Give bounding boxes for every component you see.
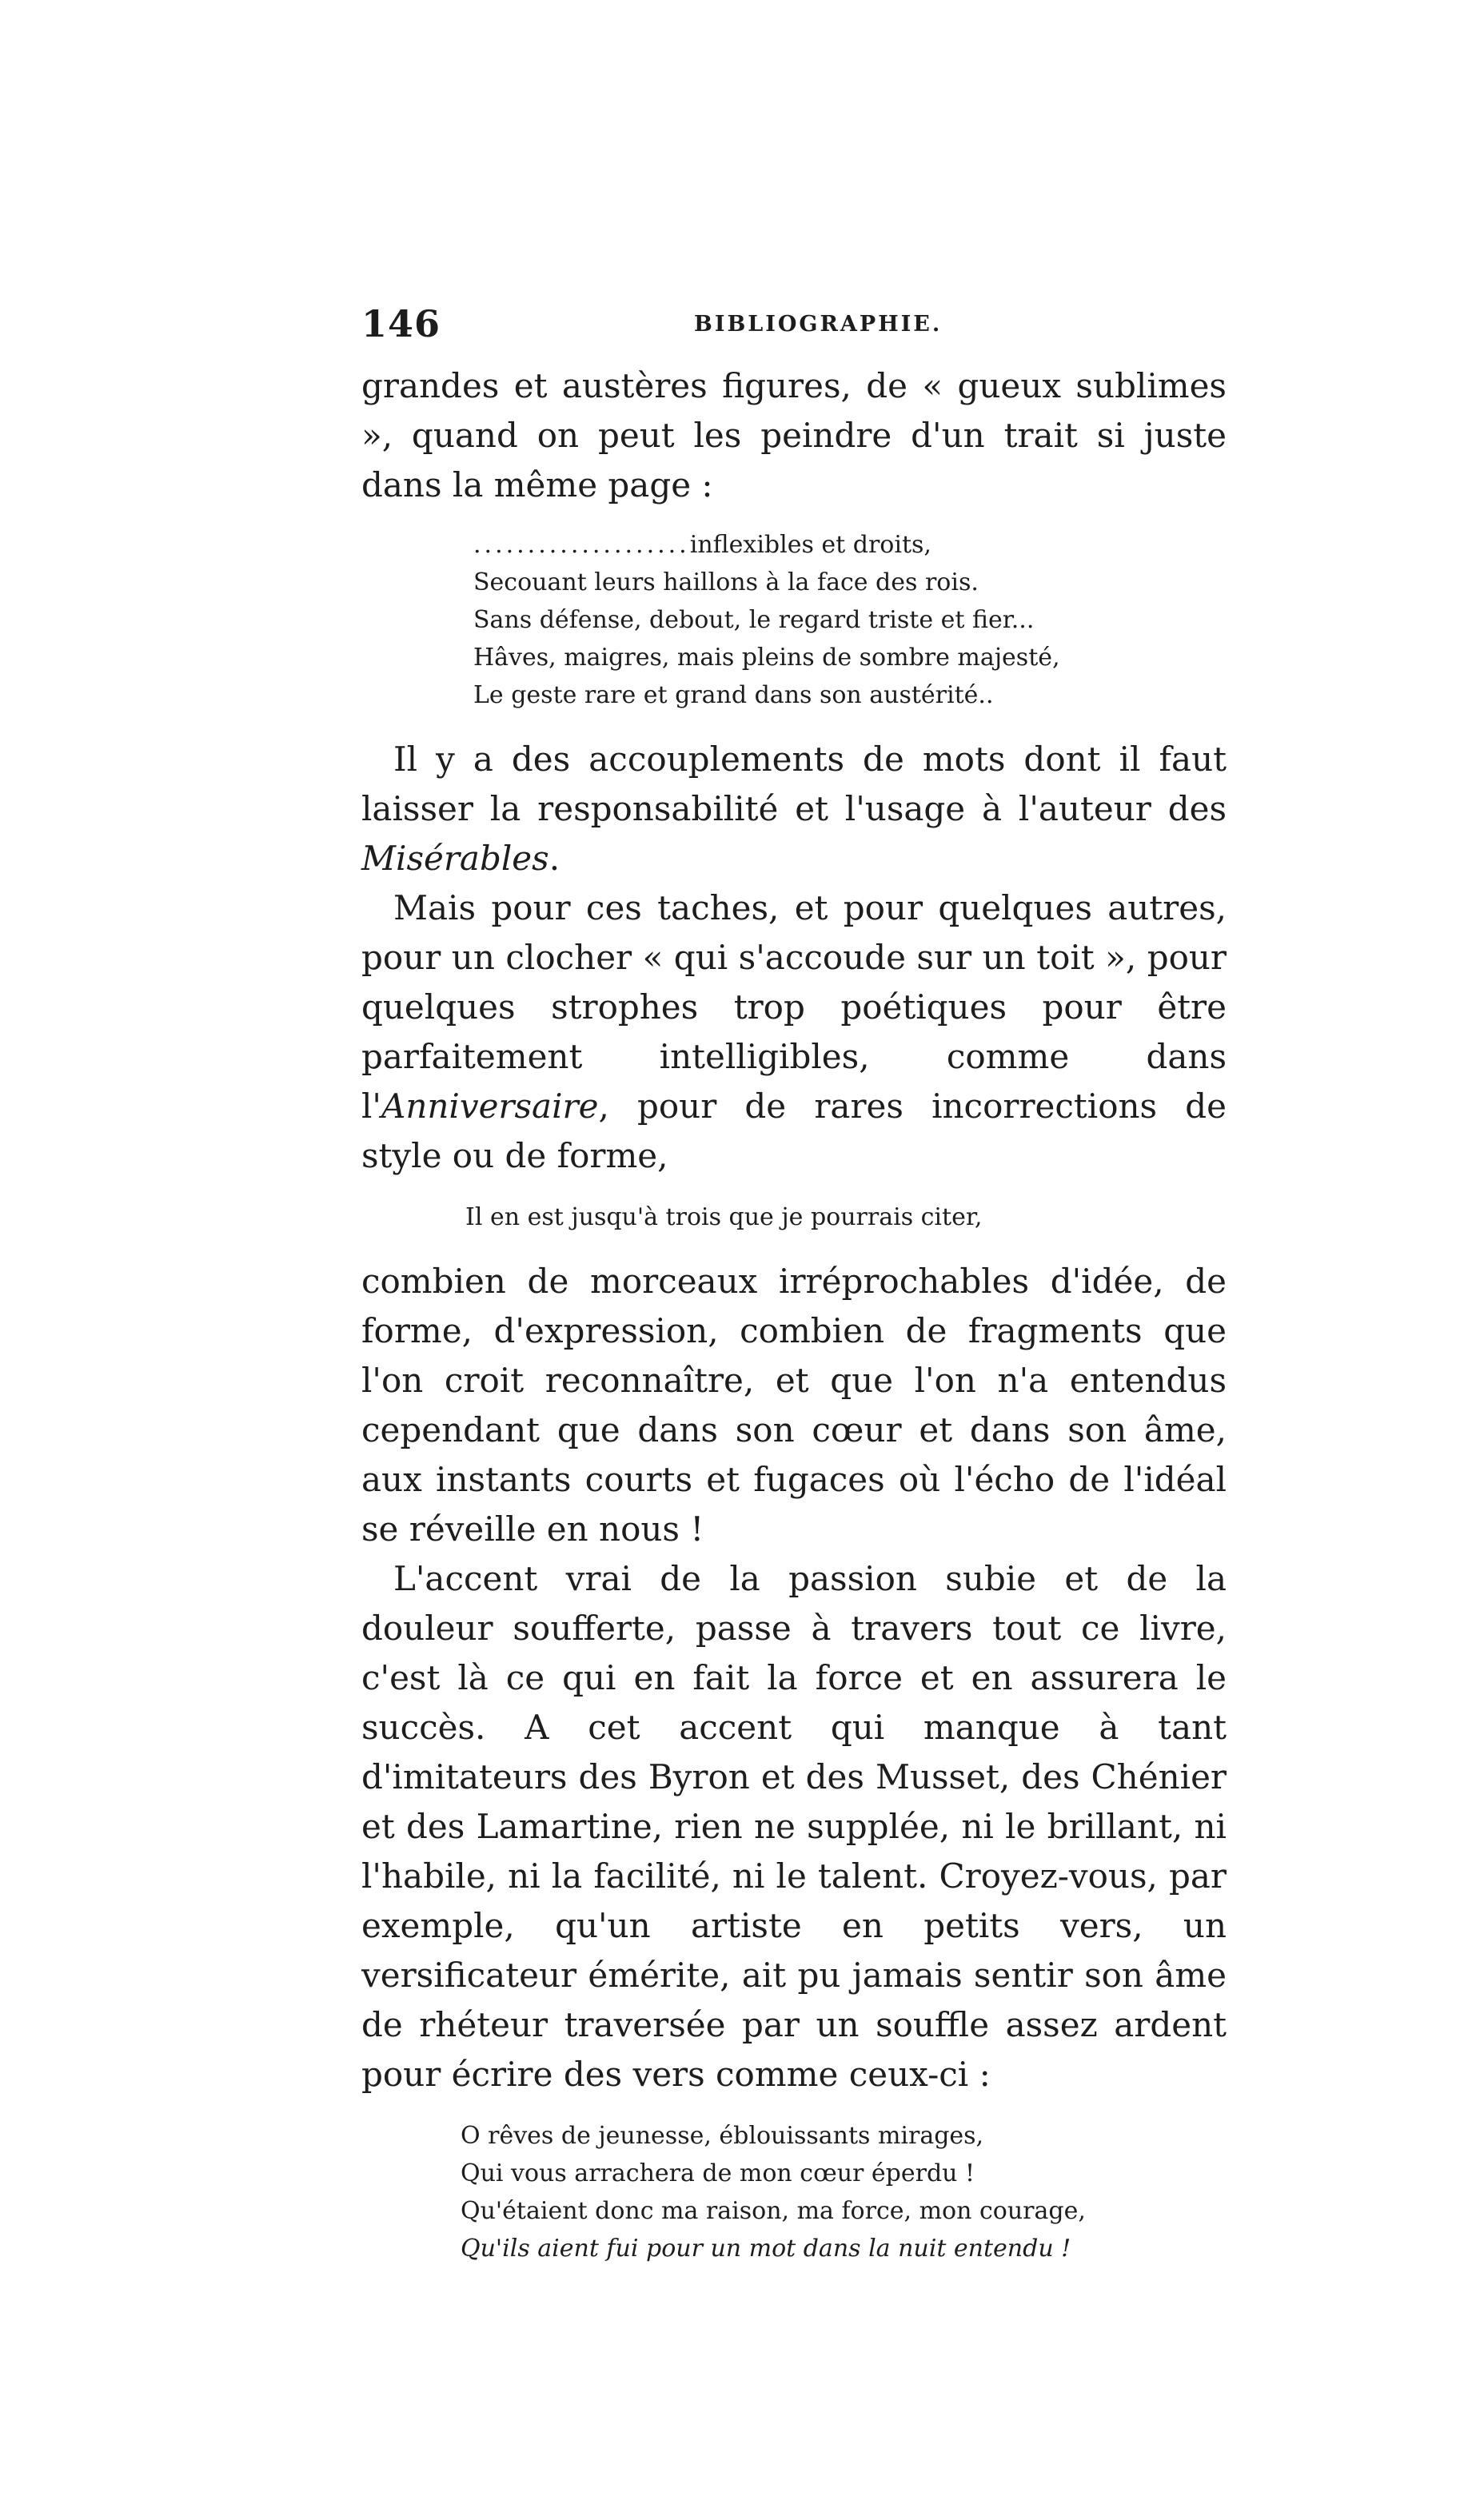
- verse-line: Secouant leurs haillons à la face des rois.: [473, 568, 979, 596]
- paragraph-taches: [361, 883, 1227, 1181]
- verse-quote-2: [361, 1198, 1227, 1236]
- verse-line: Qu'ils aient fui pour un mot dans la nuit entendu !: [461, 2235, 1071, 2263]
- verse-line: Sans défense, debout, le regard triste et fier...: [473, 606, 1035, 634]
- verse-quote-1: [361, 526, 1227, 714]
- paragraph-text: Il y a des accouplements de mots dont il faut laisser la responsabilité et l'usage à l'auteur des: [361, 740, 1227, 828]
- paragraph-morceaux: combien de morceaux irréprochables d'idée, de forme, d'expression, combien de fragments que l'on croit reconnaître, et que l'on n'a entendus cependant que dans son cœur et dans son âme, aux instants courts et fugaces où l'écho de l'idéal se réveille en nous !: [361, 1262, 1227, 1549]
- paragraph-accent: L'accent vrai de la passion subie et de la douleur soufferte, passe à travers tout ce livre, c'est là ce qui en fait la force et en assurera le succès. A cet accent qui manque à tant d'imitateurs des Byron et des Musset, des Chénier et des Lamartine, rien ne supplée, ni le brillant, ni l'habile, ni la facilité, ni le talent. Croyez-vous, par exemple, qu'un artiste en petits vers, un versificateur émérite, ait pu jamais sentir son âme de rhéteur traversée par un souffle assez ardent pour écrire des vers comme ceux-ci :: [361, 1559, 1227, 2094]
- running-head: BIBLIOGRAPHIE.: [694, 312, 943, 337]
- verse-quote-3: [361, 2117, 1227, 2267]
- ellipsis-dots: ....................: [473, 531, 690, 559]
- verse-line: O rêves de jeunesse, éblouissants mirages,: [461, 2122, 984, 2150]
- verse-line: Qu'étaient donc ma raison, ma force, mon courage,: [461, 2197, 1086, 2225]
- verse-line: Hâves, maigres, mais pleins de sombre majesté,: [473, 644, 1060, 672]
- verse-line: Il en est jusqu'à trois que je pourrais citer,: [465, 1203, 983, 1231]
- paragraph-text: .: [549, 839, 560, 878]
- book-title-miserables: Misérables: [361, 839, 549, 878]
- poem-title-anniversaire: Anniversaire: [381, 1087, 599, 1126]
- paragraph-text: , pour de rares incorrections de style ou de forme,: [361, 1087, 1227, 1175]
- paragraph-opening: grandes et austères figures, de « gueux sublimes », quand on peut les peindre d'un trait si juste dans la même page :: [361, 366, 1227, 504]
- paragraph-text: Mais pour ces taches, et pour quelques autres, pour un clocher « qui s'accoude sur un toit », pour quelques strophes trop poétiques pour être parfaitement intelligibles, comme dans l': [361, 888, 1227, 1126]
- page-body: [361, 361, 1227, 2267]
- verse-line-text: inflexibles et droits,: [689, 531, 931, 559]
- verse-line: Qui vous arrachera de mon cœur éperdu !: [461, 2159, 975, 2187]
- page-header: [361, 302, 1227, 350]
- verse-line: [473, 526, 1227, 564]
- verse-line: Le geste rare et grand dans son austérité..: [473, 681, 994, 709]
- paragraph-accouplements: [361, 735, 1227, 883]
- page-number: 146: [361, 302, 441, 345]
